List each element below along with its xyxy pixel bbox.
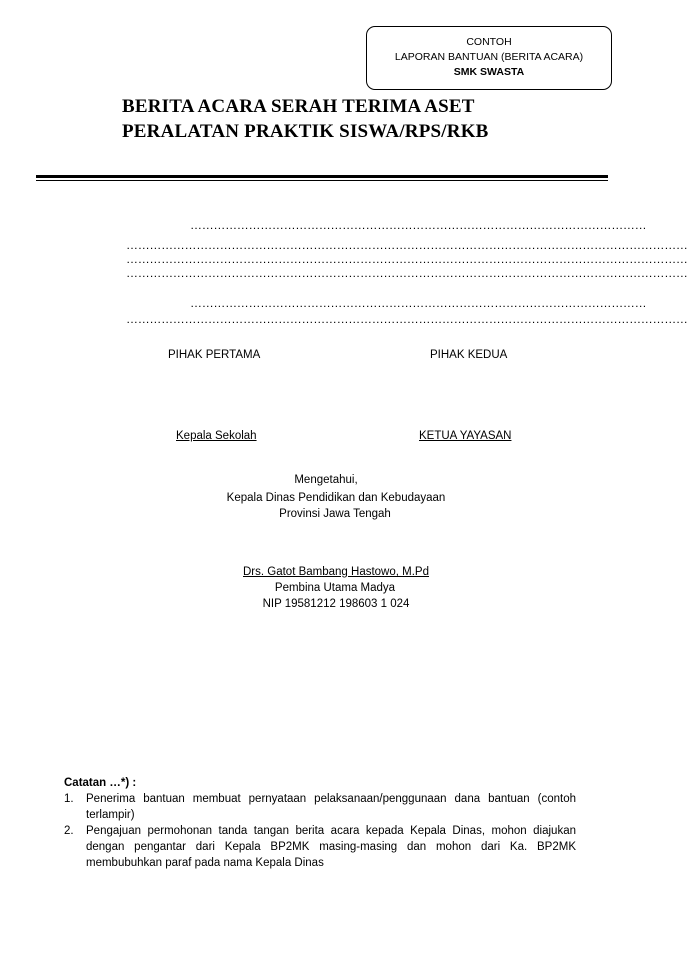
fill-line-5: ……………………………………………………………………………………………………… xyxy=(190,296,647,310)
sample-label-line1: CONTOH xyxy=(466,36,512,48)
notes-heading: Catatan …*) : xyxy=(64,777,137,789)
fill-line-6: ……………………………………………………………………………………………………………………………… xyxy=(126,312,688,326)
note-number: 1. xyxy=(64,793,74,805)
sample-label-box xyxy=(366,26,612,90)
fill-line-3: ……………………………………………………………………………………………………………………………… xyxy=(126,252,688,266)
note-number: 2. xyxy=(64,825,74,837)
note-item xyxy=(64,791,576,823)
note-text: Pengajuan permohonan tanda tangan berita acara kepada Kepala Dinas, mohon diajukan dengan pengantar dari Kepala BP2MK masing-masing dan mohon dari Ka. BP2MK membubuhkan paraf pada nama Kepala Dinas xyxy=(86,825,576,869)
fill-line-1: ……………………………………………………………………………………………………… xyxy=(190,218,647,232)
title-divider-thick xyxy=(36,175,608,178)
notes-section xyxy=(64,775,576,871)
official-nip: NIP 19581212 198603 1 024 xyxy=(262,598,410,610)
note-text: Penerima bantuan membuat pernyataan pelaksanaan/penggunaan dana bantuan (contoh terlampir) xyxy=(86,793,576,821)
title-divider-thin xyxy=(36,180,608,181)
fill-line-4: ……………………………………………………………………………………………………………………………… xyxy=(126,266,688,280)
first-party-label: PIHAK PERTAMA xyxy=(168,349,261,361)
document-title xyxy=(122,94,562,144)
official-rank: Pembina Utama Madya xyxy=(274,582,396,594)
title-line2: PERALATAN PRAKTIK SISWA/RPS/RKB xyxy=(122,121,489,142)
acknowledged-label: Mengetahui, xyxy=(294,474,358,486)
acknowledged-office: Kepala Dinas Pendidikan dan Kebudayaan xyxy=(226,492,446,504)
sample-label-line2: LAPORAN BANTUAN (BERITA ACARA) xyxy=(394,51,584,63)
official-name: Drs. Gatot Bambang Hastowo, M.Pd xyxy=(243,566,429,578)
sample-label-line3: SMK SWASTA xyxy=(453,66,525,78)
title-line1: BERITA ACARA SERAH TERIMA ASET xyxy=(122,96,475,117)
note-item xyxy=(64,823,576,871)
first-party-signatory: Kepala Sekolah xyxy=(176,430,257,442)
fill-line-2: ……………………………………………………………………………………………………………………………… xyxy=(126,238,688,252)
second-party-label: PIHAK KEDUA xyxy=(430,349,508,361)
acknowledged-province: Provinsi Jawa Tengah xyxy=(279,508,391,520)
second-party-signatory: KETUA YAYASAN xyxy=(419,430,512,442)
